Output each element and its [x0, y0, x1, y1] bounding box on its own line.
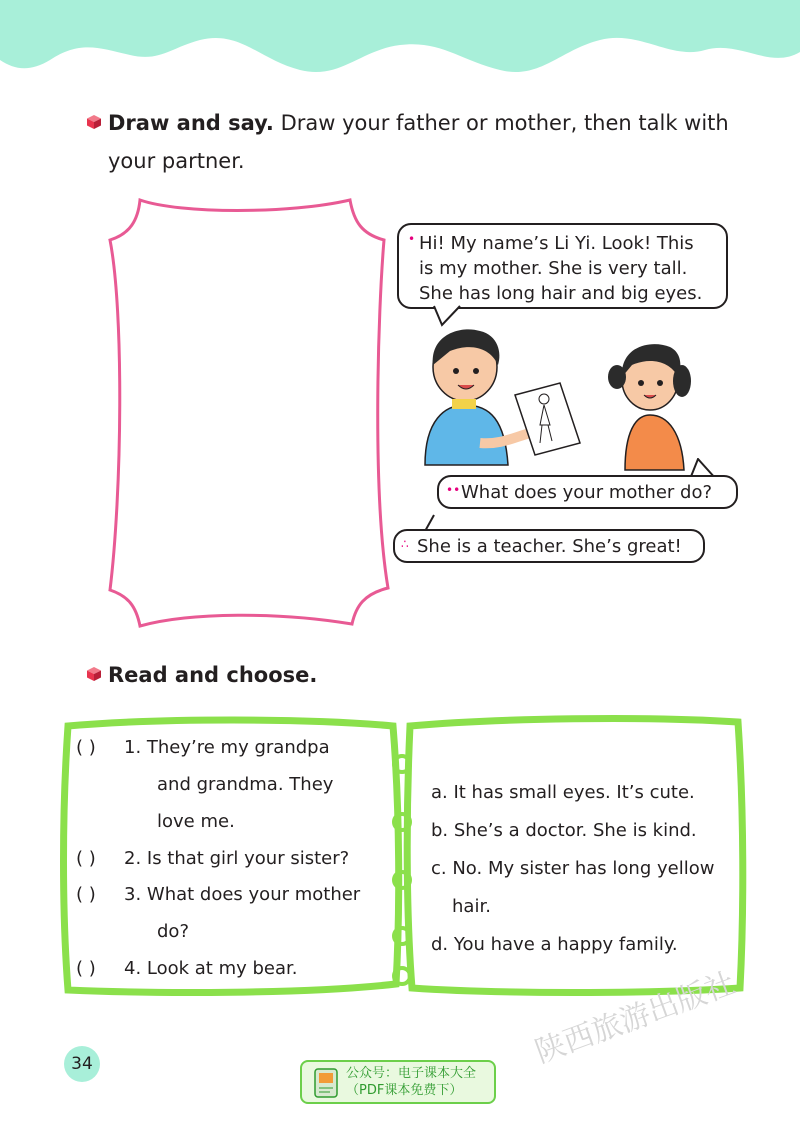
- question-3-cont: do?: [157, 921, 189, 942]
- publisher-stamp: [300, 1060, 496, 1104]
- top-wave-decoration: [0, 0, 800, 90]
- stamp-line-2: （PDF课本免费下）: [346, 1083, 463, 1098]
- answer-a: a. It has small eyes. It’s cute.: [431, 782, 695, 803]
- speaker-dot-icon: ••: [446, 483, 461, 497]
- speech-bubble-girl: [437, 475, 738, 509]
- book-icon: [312, 1067, 340, 1099]
- bubble-text: She is a teacher. She’s great!: [417, 536, 682, 557]
- stamp-line-1: 公众号：电子课本大全: [346, 1066, 477, 1081]
- speech-bubble-boy: [397, 223, 728, 309]
- question-1: 1. They’re my grandpa: [124, 737, 330, 758]
- bubble-line: is my mother. She is very tall.: [419, 258, 688, 279]
- answer-b: b. She’s a doctor. She is kind.: [431, 820, 697, 841]
- answer-blank[interactable]: ( ): [76, 737, 96, 758]
- speaker-dot-icon: ∴: [401, 537, 409, 551]
- draw-say-instruction-cont: your partner.: [108, 149, 245, 173]
- cube-bullet-icon: [86, 666, 102, 682]
- answer-c: c. No. My sister has long yellow: [431, 858, 715, 879]
- page-number: 34: [64, 1046, 100, 1082]
- question-2: 2. Is that girl your sister?: [124, 848, 350, 869]
- bubble-line: Hi! My name’s Li Yi. Look! This: [419, 233, 694, 254]
- draw-say-title: Draw and say.: [108, 111, 274, 135]
- read-choose-title: Read and choose.: [108, 663, 318, 687]
- binder-rings: [384, 750, 420, 990]
- speech-bubble-boy-reply: [393, 529, 705, 563]
- draw-say-instruction: Draw your father or mother, then talk with: [273, 111, 729, 135]
- question-1-cont: love me.: [157, 811, 235, 832]
- question-4: 4. Look at my bear.: [124, 958, 298, 979]
- read-choose-heading: [108, 656, 748, 694]
- answer-blank[interactable]: ( ): [76, 958, 96, 979]
- children-illustration: [420, 325, 720, 475]
- bubble-tail: [430, 305, 470, 327]
- cube-bullet-icon: [86, 114, 102, 130]
- bubble-text: What does your mother do?: [461, 482, 713, 503]
- answer-d: d. You have a happy family.: [431, 934, 678, 955]
- answer-c-cont: hair.: [452, 896, 491, 917]
- question-3: 3. What does your mother: [124, 884, 361, 905]
- bubble-line: She has long hair and big eyes.: [419, 283, 703, 304]
- question-1-cont: and grandma. They: [157, 774, 334, 795]
- speaker-dot-icon: •: [408, 232, 416, 246]
- publisher-watermark: 陕西旅游出版社: [530, 965, 741, 1071]
- answer-blank[interactable]: ( ): [76, 884, 96, 905]
- draw-say-heading: [108, 104, 748, 180]
- drawing-area-frame[interactable]: [100, 192, 396, 632]
- answer-blank[interactable]: ( ): [76, 848, 96, 869]
